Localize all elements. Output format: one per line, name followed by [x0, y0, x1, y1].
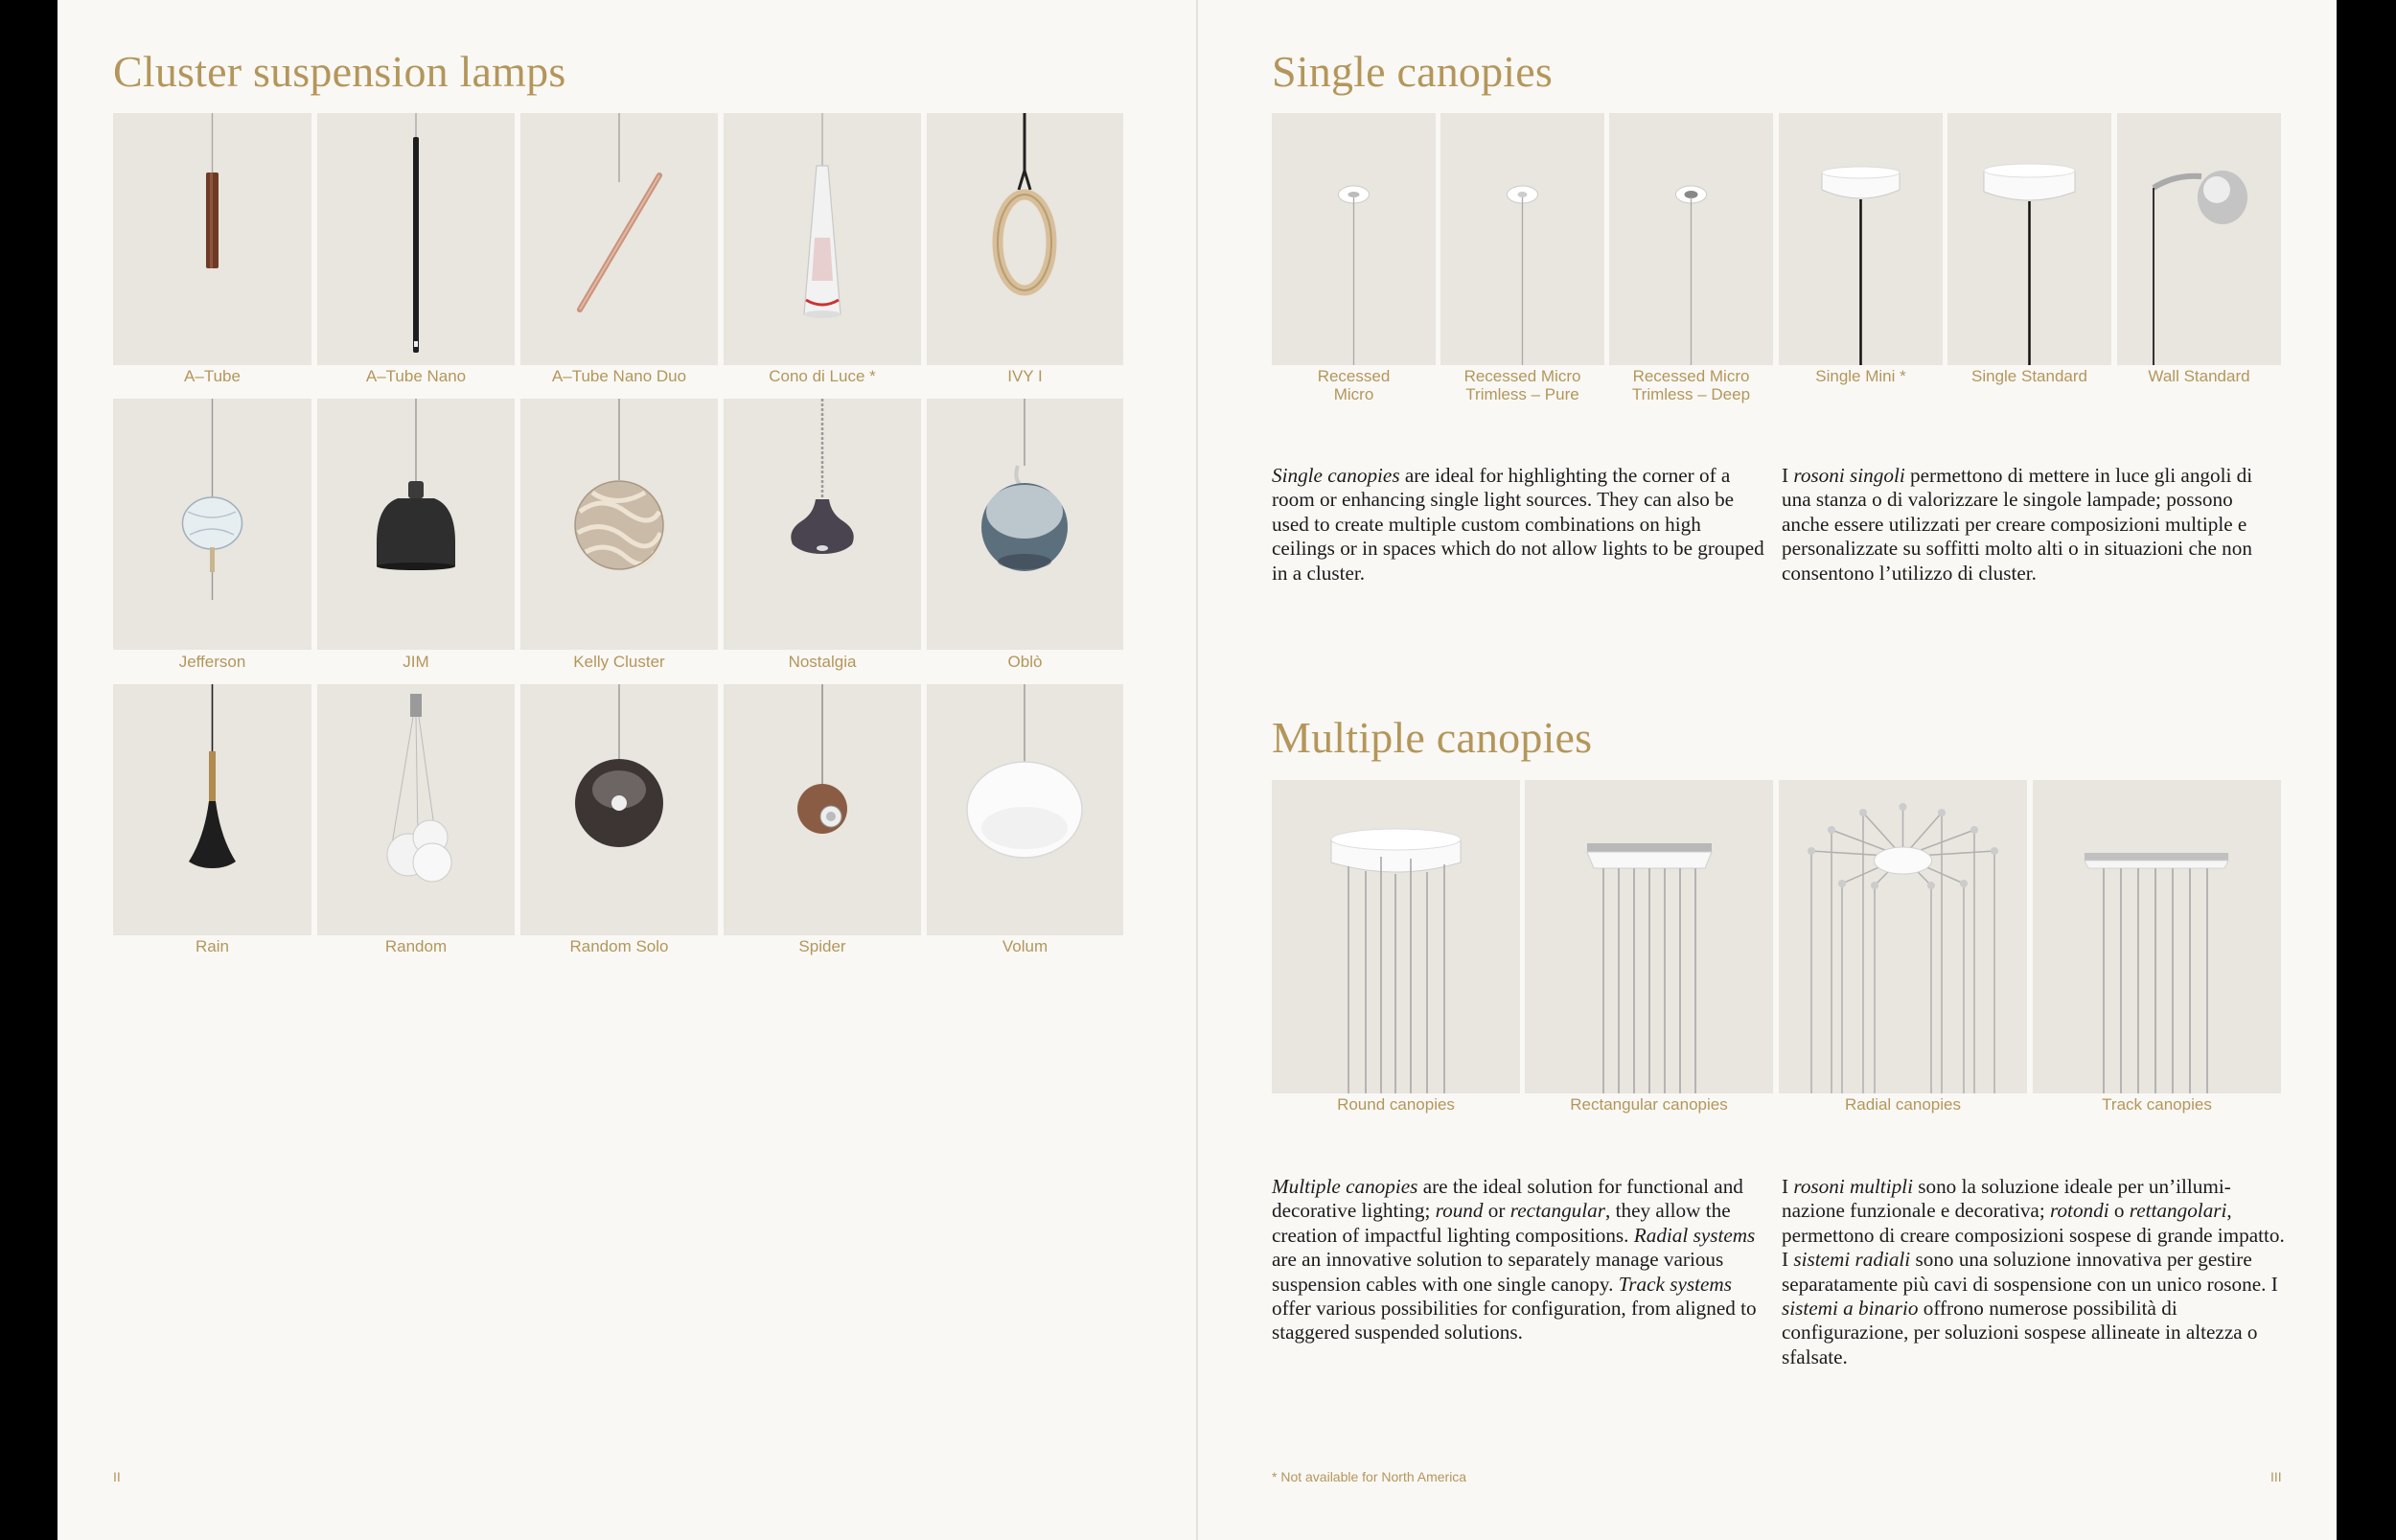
canopy-caption: Round canopies — [1337, 1095, 1455, 1114]
a-tube-nano-lamp-icon[interactable] — [317, 113, 515, 365]
canopy-caption: Rectangular canopies — [1570, 1095, 1728, 1114]
page-number-left: II — [113, 1469, 121, 1484]
page-number-right: III — [2270, 1469, 2282, 1484]
random-lamp-icon[interactable] — [317, 684, 515, 935]
track-canopy-icon[interactable] — [2033, 780, 2281, 1093]
product-caption: Nostalgia — [788, 653, 857, 671]
single-mini-canopy-icon[interactable] — [1779, 113, 1943, 365]
canopy-caption: Single Standard — [1971, 367, 2087, 385]
single-canopies-heading: Single canopies — [1272, 47, 1553, 96]
single-canopies-text-en: Single canopies are ideal for highlighting the corner of a room or enhancing single light sources. They can also be used to create multiple custom combinations on high ceilings or in spaces which do not allow lights to be grouped in a cluster. — [1272, 464, 1764, 585]
product-caption: Spider — [798, 937, 846, 955]
canopy-caption: Track canopies — [2102, 1095, 2212, 1114]
product-caption: Jefferson — [178, 653, 246, 671]
product-caption: Cono di Luce * — [769, 367, 876, 385]
cono-di-luce-lamp-icon[interactable] — [724, 113, 921, 365]
product-caption: A–Tube Nano Duo — [551, 367, 687, 385]
recessed-micro-trimless-deep-canopy-icon[interactable] — [1609, 113, 1773, 365]
recessed-micro-canopy-icon[interactable] — [1272, 113, 1436, 365]
product-caption: A–Tube — [184, 367, 241, 385]
product-caption: Kelly Cluster — [573, 653, 665, 671]
canopy-caption: Recessed Micro Trimless – Pure — [1463, 367, 1581, 403]
single-standard-canopy-icon[interactable] — [1947, 113, 2111, 365]
single-canopies-text-it: I rosoni singoli permettono di mettere in luce gli angoli di una stanza o di valorizzare le singole lampade; possono anche essere utilizzati per creare composizioni multiple e personalizzate su soffitti molto alti o in situazioni che non consentono l’utilizzo di cluster. — [1782, 464, 2253, 585]
cluster-lamps-heading: Cluster suspension lamps — [113, 47, 566, 96]
a-tube-lamp-icon[interactable] — [113, 113, 311, 365]
rectangular-canopy-icon[interactable] — [1525, 780, 1773, 1093]
round-canopy-icon[interactable] — [1272, 780, 1520, 1093]
product-caption: Random Solo — [569, 937, 669, 955]
product-caption: IVY I — [1007, 367, 1043, 385]
recessed-micro-trimless-pure-canopy-icon[interactable] — [1440, 113, 1604, 365]
canopy-caption: Recessed Micro — [1317, 367, 1391, 403]
multiple-canopies-text-en: Multiple canopies are the ideal solution for functional and decorative lighting; round or rectangular, they allow the creation of impactful lighting compositions. Radial systems are an innovative solution to separately manage various suspension cables with one single canopy. Track systems offer various possibilities for configuration, from aligned to staggered suspended solutions. — [1272, 1175, 1757, 1345]
product-caption: JIM — [403, 653, 429, 671]
rain-lamp-icon[interactable] — [113, 684, 311, 935]
product-caption: Rain — [196, 937, 229, 955]
canopy-caption: Wall Standard — [2148, 367, 2250, 385]
multiple-canopies-text-it: I rosoni multipli sono la soluzione ideale per un’illumi-nazione funzionale e decorativa; rotondi o rettangolari, permettono di creare composizioni sospese di grande impatto. I sistemi radiali sono una soluzione innovativa per gestire separatamente più cavi di sospensione con un unico rosone. I sistemi a binario offrono numerose possibilità di configurazione, per soluzioni sospese allineate in altezza o sfalsate. — [1782, 1175, 2285, 1368]
product-caption: A–Tube Nano — [365, 367, 467, 385]
random-solo-lamp-icon[interactable] — [520, 684, 718, 935]
radial-canopy-icon[interactable] — [1779, 780, 2027, 1093]
kelly-cluster-lamp-icon[interactable] — [520, 399, 718, 650]
canopy-caption: Radial canopies — [1845, 1095, 1961, 1114]
canopy-caption: Single Mini * — [1815, 367, 1906, 385]
jim-lamp-icon[interactable] — [317, 399, 515, 650]
wall-standard-canopy-icon[interactable] — [2117, 113, 2281, 365]
product-caption: Oblò — [1007, 653, 1043, 671]
multiple-canopies-heading: Multiple canopies — [1272, 713, 1593, 762]
nostalgia-lamp-icon[interactable] — [724, 399, 921, 650]
product-caption: Volum — [1002, 937, 1048, 955]
ivy-ring-lamp-icon[interactable] — [927, 113, 1123, 365]
product-caption: Random — [384, 937, 448, 955]
canopy-caption: Recessed Micro Trimless – Deep — [1631, 367, 1751, 403]
jefferson-lamp-icon[interactable] — [113, 399, 311, 650]
footnote: * Not available for North America — [1272, 1469, 1467, 1484]
a-tube-nano-duo-lamp-icon[interactable] — [520, 113, 718, 365]
spider-lamp-icon[interactable] — [724, 684, 921, 935]
volum-lamp-icon[interactable] — [927, 684, 1123, 935]
oblo-lamp-icon[interactable] — [927, 399, 1123, 650]
